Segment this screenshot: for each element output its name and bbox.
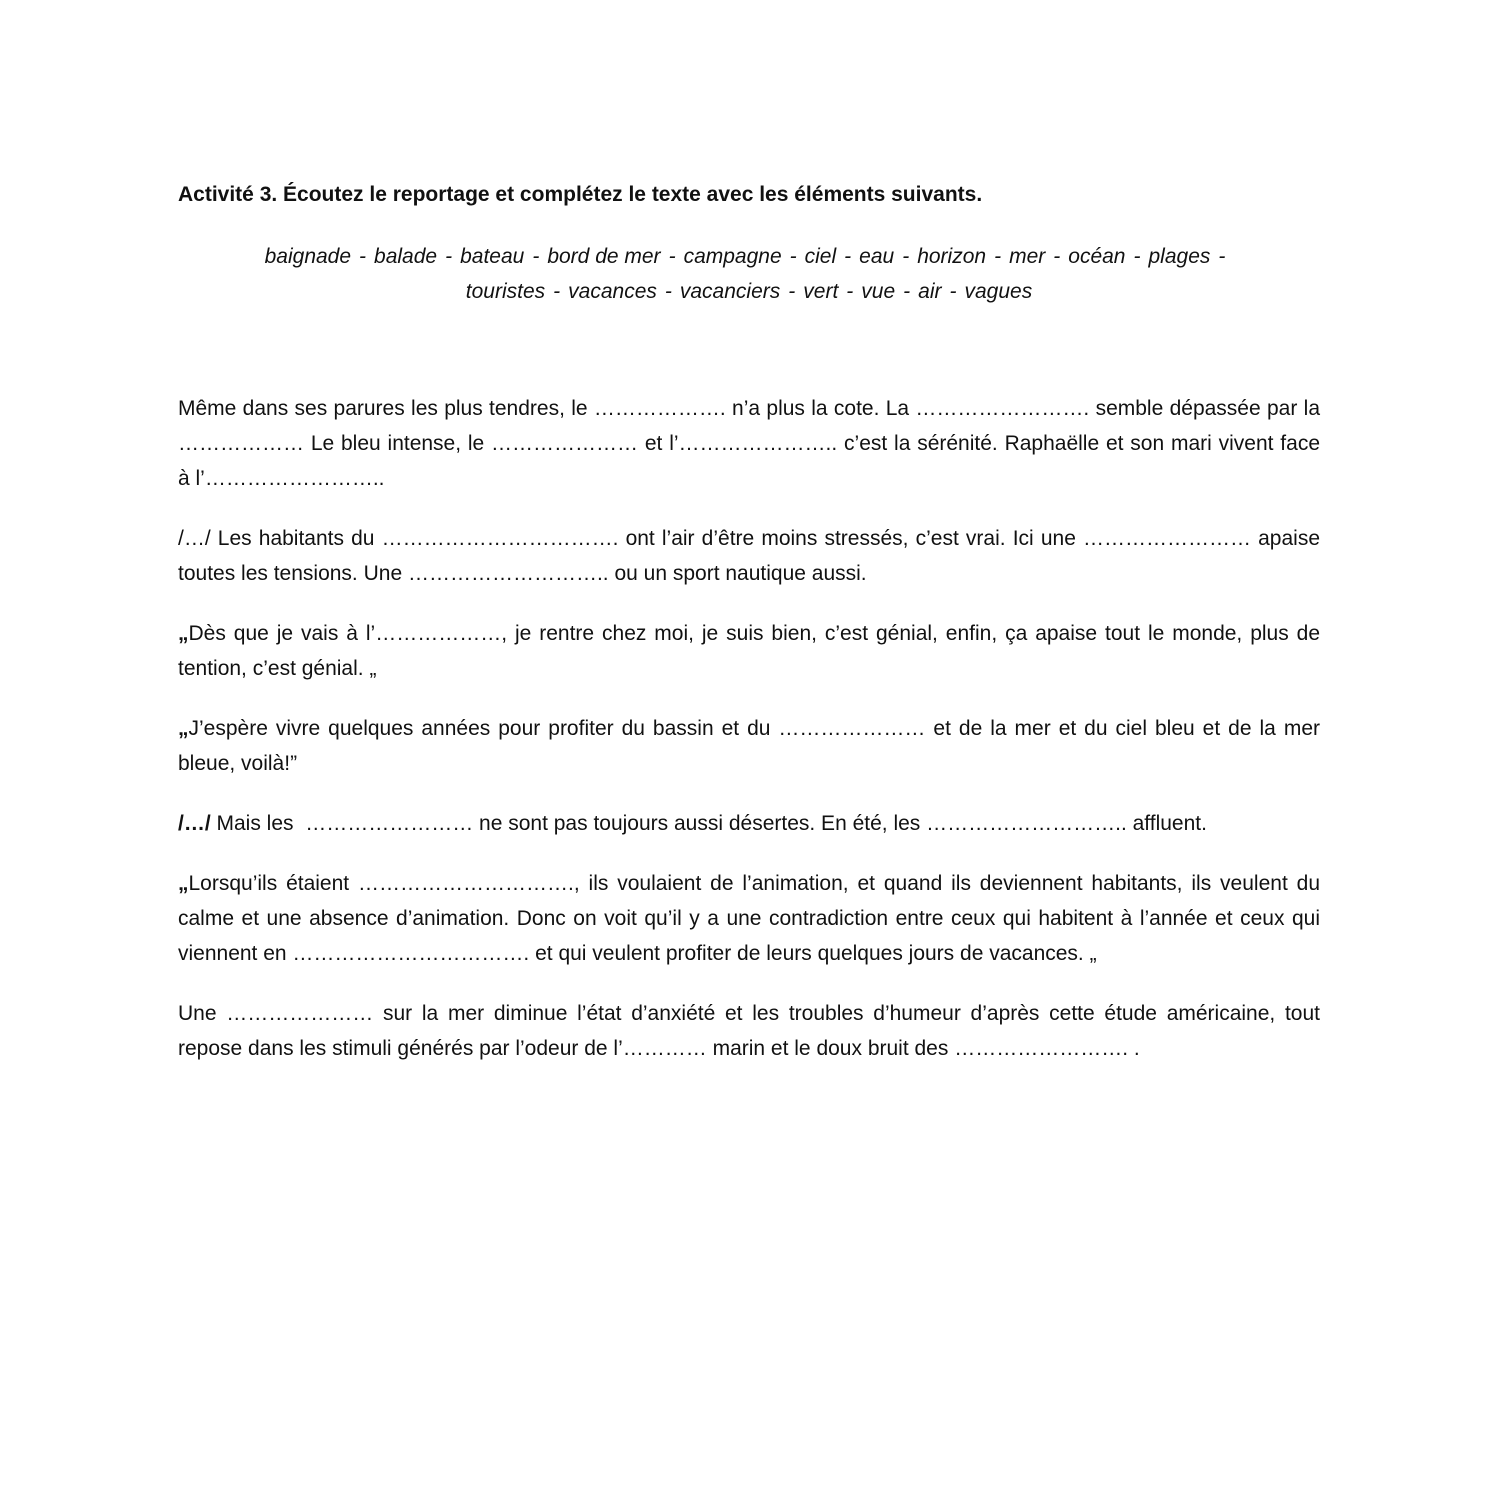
paragraph-2: /…/ Les habitants du ……………………………. ont l’air d’être moins stressés, c’est vrai. Ici une …………………… apaise toutes les tensions. Une ……………………….. ou un sport nautique aussi.: [178, 527, 1320, 585]
word-bank-line-1: baignade - balade - bateau - bord de mer - campagne - ciel - eau - horizon - mer - océan - plages -: [264, 245, 1226, 268]
paragraph-3-text: Dès que je vais à l’………………, je rentre chez moi, je suis bien, c’est génial, enfin, ça apaise tout le monde, plus de tention, c’est génial. „: [178, 622, 1320, 680]
worksheet-page: [178, 178, 1320, 1091]
word-bank-item: horizon: [917, 245, 987, 268]
word-bank-item: vert: [803, 280, 839, 303]
quote-mark: „: [178, 622, 189, 645]
activity-title: Activité 3. Écoutez le reportage et complétez le texte avec les éléments suivants.: [178, 183, 983, 206]
word-bank-line-2: touristes - vacances - vacanciers - vert - vue - air - vagues: [465, 280, 1033, 303]
word-bank-item: eau: [859, 245, 895, 268]
paragraph-5-text: Mais les …………………… ne sont pas toujours aussi désertes. En été, les ……………………….. affluent.: [210, 812, 1207, 835]
paragraph-7: Une ………………… sur la mer diminue l’état d’anxiété et les troubles d’humeur d’après cette étude américaine, tout repose dans les stimuli générés par l’odeur de l’………… marin et le doux bruit des ……………………. .: [178, 1002, 1320, 1060]
word-bank-item: bateau: [460, 245, 525, 268]
paragraph-5: [178, 806, 1320, 841]
word-bank-item: campagne: [683, 245, 782, 268]
word-bank-item: plages: [1148, 245, 1211, 268]
word-bank-item: vacances: [568, 280, 657, 303]
paragraph-6: [178, 866, 1320, 971]
word-bank-item: vagues: [964, 280, 1033, 303]
paragraph-3: [178, 616, 1320, 686]
word-bank-item: baignade: [264, 245, 352, 268]
word-bank-item: mer: [1009, 245, 1046, 268]
quote-mark: „: [178, 872, 189, 895]
word-bank-item: air: [918, 280, 942, 303]
word-bank-item: touristes: [465, 280, 546, 303]
ellipsis-marker: /…/: [178, 812, 211, 835]
exercise-text: [178, 391, 1320, 1066]
word-bank-item: océan: [1068, 245, 1126, 268]
word-bank-item: balade: [374, 245, 438, 268]
word-bank: [178, 239, 1320, 309]
quote-mark: „: [178, 717, 189, 740]
word-bank-item: vue: [861, 280, 896, 303]
paragraph-1: Même dans ses parures les plus tendres, le ………………. n’a plus la cote. La ……………………. semble dépassée par la ……………… Le bleu intense, le ………………… et l’………………….. c’est la sérénité. Raphaëlle et son mari vivent face à l’……………………..: [178, 397, 1320, 490]
paragraph-6-text: Lorsqu’ils étaient …………………………., ils voulaient de l’animation, et quand ils deviennent habitants, ils veulent du calme et une absence d’animation. Donc on voit qu’il y a une contradiction entre ceux qui habitent à l’année et ceux qui viennent en ……………………………. et qui veulent profiter de leurs quelques jours de vacances. „: [178, 872, 1320, 965]
word-bank-item: vacanciers: [679, 280, 781, 303]
paragraph-4: [178, 711, 1320, 781]
word-bank-item: ciel: [804, 245, 837, 268]
word-bank-item: bord de mer: [547, 245, 661, 268]
paragraph-4-text: J’espère vivre quelques années pour profiter du bassin et du ………………… et de la mer et du ciel bleu et de la mer bleue, voilà!”: [178, 717, 1320, 775]
